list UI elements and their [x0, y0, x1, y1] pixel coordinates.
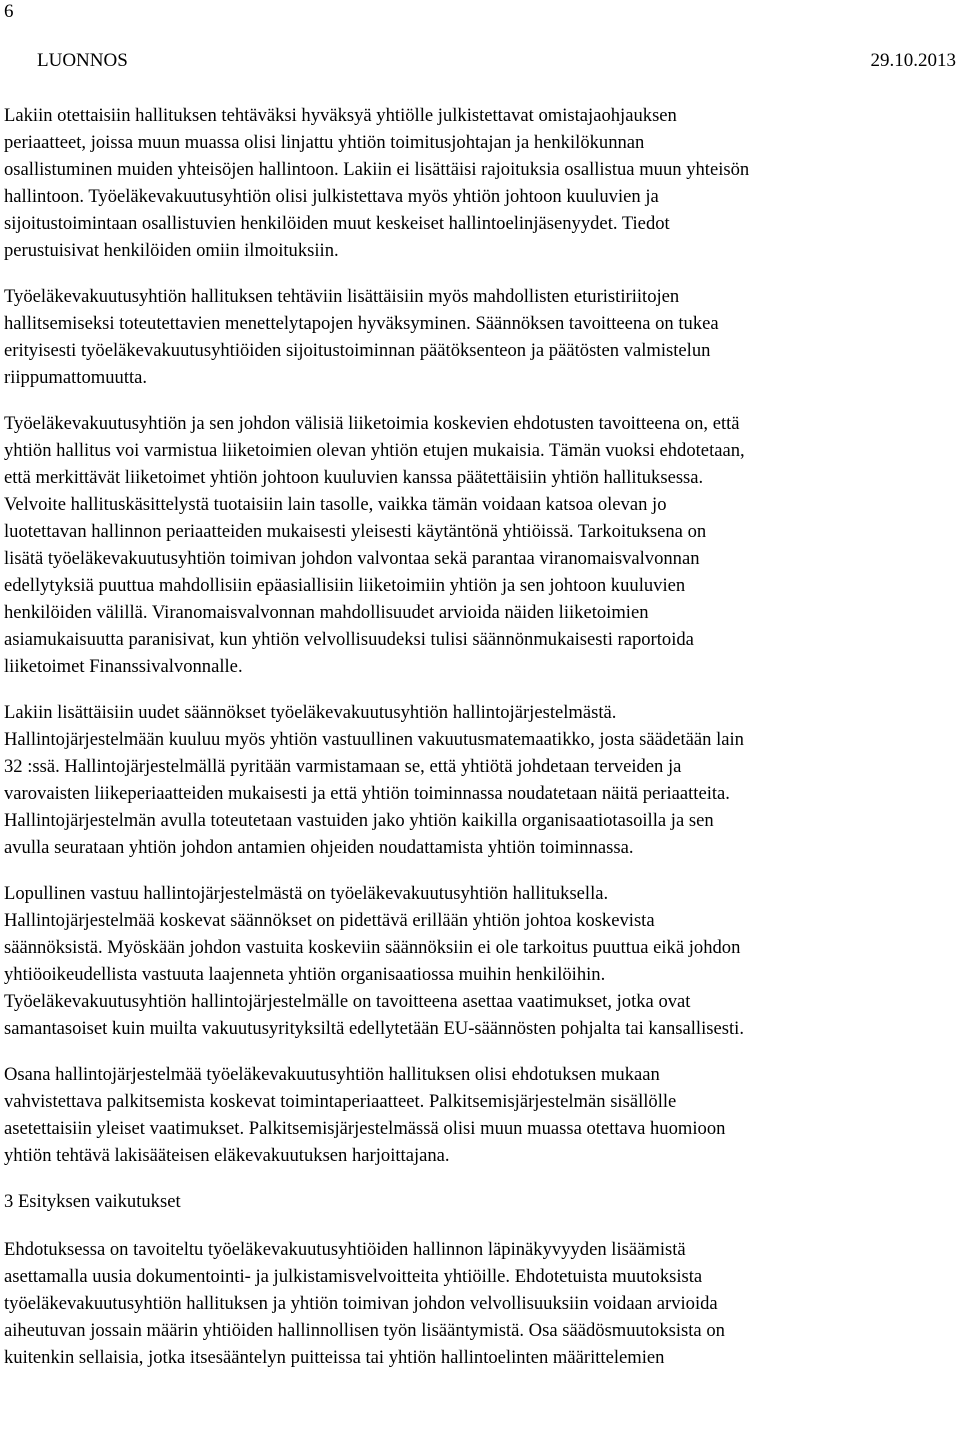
paragraph [4, 699, 956, 861]
text-line: yhtiön tehtävä lakisääteisen eläkevakuutuksen harjoittajana. [4, 1145, 450, 1166]
text-line: lisätä työeläkevakuutusyhtiön toimivan johdon valvontaa sekä parantaa viranomaisvalvonnan [4, 548, 700, 569]
text-line: yhtiön hallitus voi varmistua liiketoimien olevan yhtiön etujen mukaisia. Tämän vuoksi ehdotetaan, [4, 440, 745, 461]
text-line: sijoitustoimintaan osallistuvien henkilöiden muut keskeiset hallintoelinjäsenyydet. Tiedot [4, 213, 670, 234]
text-line: henkilöiden välillä. Viranomaisvalvonnan mahdollisuudet arvioida näiden liiketoimien [4, 602, 649, 623]
paragraph [4, 410, 956, 680]
text-line: Työeläkevakuutusyhtiön hallintojärjestelmälle on tavoitteena asettaa vaatimukset, jotka ovat [4, 991, 691, 1012]
text-line: avulla seurataan yhtiön johdon antamien ohjeiden noudattamista yhtiön toiminnassa. [4, 837, 634, 858]
text-line: Hallintojärjestelmää koskevat säännökset on pidettävä erillään yhtiön johtoa koskevista [4, 910, 655, 931]
text-line: Hallintojärjestelmään kuuluu myös yhtiön vastuullinen vakuutusmatemaatikko, josta säädetään lain [4, 729, 744, 750]
text-line: Lakiin lisättäisiin uudet säännökset työeläkevakuutusyhtiön hallintojärjestelmästä. [4, 702, 617, 723]
text-line: Velvoite hallituskäsittelystä tuotaisiin lain tasolle, vaikka tämän voidaan katsoa olevan jo [4, 494, 667, 515]
text-line: että merkittävät liiketoimet yhtiön johtoon kuuluvien kanssa päätettäisiin yhtiön hallituksessa. [4, 467, 704, 488]
text-line: hallitsemiseksi toteutettavien menettelytapojen hyväksyminen. Säännöksen tavoitteena on tukea [4, 313, 719, 334]
text-line: kuitenkin sellaisia, jotka itsesääntelyn puitteissa tai yhtiön hallintoelinten määrittelemien [4, 1347, 665, 1368]
text-line: työeläkevakuutusyhtiön hallituksen ja yhtiön toimivan johdon velvollisuuksiin voidaan arvioida [4, 1293, 718, 1314]
text-line: Työeläkevakuutusyhtiön ja sen johdon välisiä liiketoimia koskevien ehdotusten tavoitteena on, että [4, 413, 740, 434]
text-line: Hallintojärjestelmän avulla toteutetaan vastuiden jako yhtiön kaikilla organisaatiotasoilla ja sen [4, 810, 714, 831]
text-line: varovaisten liikeperiaatteiden mukaisesti ja että yhtiön toiminnassa noudatetaan näitä periaatteita. [4, 783, 730, 804]
text-line: vahvistettava palkitsemista koskevat toimintaperiaatteet. Palkitsemisjärjestelmän sisällölle [4, 1091, 677, 1112]
text-line: 32 :ssä. Hallintojärjestelmällä pyritään varmistamaan se, että yhtiötä johdetaan terveiden ja [4, 756, 682, 777]
text-line: perustuisivat henkilöiden omiin ilmoituksiin. [4, 240, 339, 261]
paragraph [4, 1061, 956, 1169]
text-line: säännöksistä. Myöskään johdon vastuita koskeviin säännöksiin ei ole tarkoitus puuttua eikä johdon [4, 937, 741, 958]
text-line: asetettaisiin yleiset vaatimukset. Palkitsemisjärjestelmässä olisi muun muassa otettava huomioon [4, 1118, 726, 1139]
paragraph [4, 102, 956, 264]
text-line: periaatteet, joissa muun muassa olisi linjattu yhtiön toimitusjohtajan ja henkilökunnan [4, 132, 645, 153]
paragraph [4, 283, 956, 391]
page-number: 6 [4, 1, 14, 22]
text-line: aiheutuvan jossain määrin yhtiöiden hallinnollisen työn lisääntymistä. Osa säädösmuutoksista on [4, 1320, 725, 1341]
document-date: 29.10.2013 [870, 50, 956, 71]
text-line: asettamalla uusia dokumentointi- ja julkistamisvelvoitteita yhtiöille. Ehdotetuista muutoksista [4, 1266, 703, 1287]
section-heading: 3 Esityksen vaikutukset [4, 1191, 181, 1212]
draft-label: LUONNOS [37, 50, 128, 71]
document-body [4, 102, 956, 1390]
text-line: Lakiin otettaisiin hallituksen tehtäväksi hyväksyä yhtiölle julkistettavat omistajaohjauksen [4, 105, 677, 126]
text-line: Ehdotuksessa on tavoiteltu työeläkevakuutusyhtiöiden hallinnon läpinäkyvyyden lisäämistä [4, 1239, 686, 1260]
text-line: edellytyksiä puuttua mahdollisiin epäasiallisiin liiketoimiin yhtiön ja sen johtoon kuuluvien [4, 575, 686, 596]
text-line: Lopullinen vastuu hallintojärjestelmästä on työeläkevakuutusyhtiön hallituksella. [4, 883, 609, 904]
text-line: yhtiöoikeudellista vastuuta laajenneta yhtiön organisaatiossa muihin henkilöihin. [4, 964, 606, 985]
text-line: riippumattomuutta. [4, 367, 148, 388]
text-line: erityisesti työeläkevakuutusyhtiöiden sijoitustoiminnan päätöksenteon ja päätösten valmistelun [4, 340, 711, 361]
text-line: samantasoiset kuin muilta vakuutusyrityksiltä edellytetään EU-säännösten pohjalta tai kansallisesti. [4, 1018, 744, 1039]
text-line: Osana hallintojärjestelmää työeläkevakuutusyhtiön hallituksen olisi ehdotuksen mukaan [4, 1064, 660, 1085]
text-line: liiketoimet Finanssivalvonnalle. [4, 656, 243, 677]
text-line: asiamukaisuutta paranisivat, kun yhtiön velvollisuudeksi tulisi säännönmukaisesti raportoida [4, 629, 694, 650]
text-line: hallintoon. Työeläkevakuutusyhtiön olisi julkistettava myös yhtiön johtoon kuuluvien ja [4, 186, 659, 207]
text-line: osallistuminen muiden yhteisöjen hallintoon. Lakiin ei lisättäisi rajoituksia osallistua muun yhteisön [4, 159, 750, 180]
text-line: Työeläkevakuutusyhtiön hallituksen tehtäviin lisättäisiin myös mahdollisten eturistiriitojen [4, 286, 680, 307]
text-line: luotettavan hallinnon periaatteiden mukaisesti yleisesti käytäntönä yhtiöissä. Tarkoituksena on [4, 521, 707, 542]
paragraph [4, 880, 956, 1042]
paragraph [4, 1236, 956, 1371]
